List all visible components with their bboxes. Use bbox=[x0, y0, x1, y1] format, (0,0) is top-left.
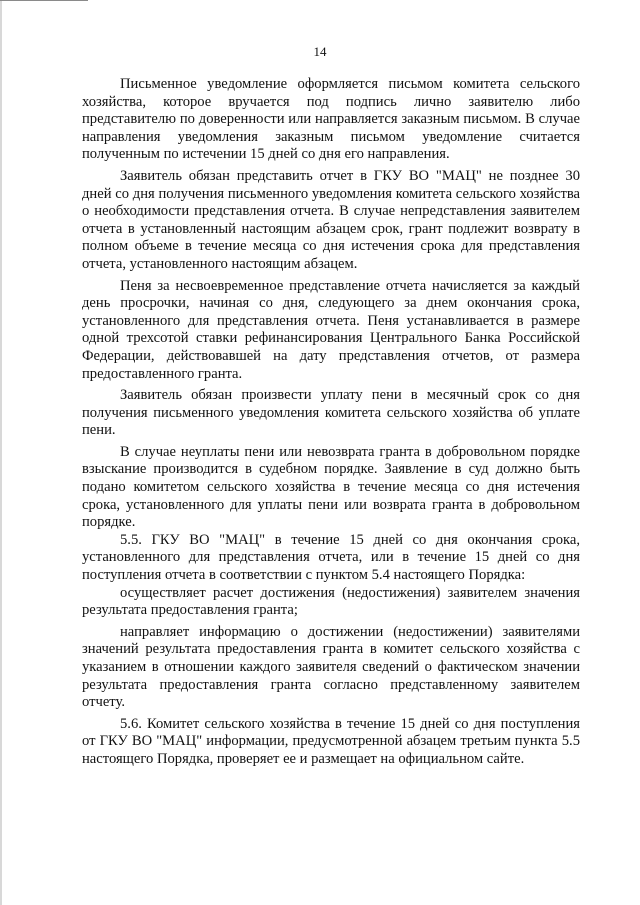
document-body bbox=[82, 76, 580, 769]
paragraph-court-recovery: В случае неуплаты пени или невозврата гранта в добровольном порядке взыскание производится в судебном порядке. Заявление в суд должно быть подано комитетом сельского хозяйства в течение месяца со дня истечения срока, установленного для уплаты пени или возврата гранта в добровольном порядке. bbox=[82, 443, 580, 531]
paragraph-report-obligation: Заявитель обязан представить отчет в ГКУ ВО "МАЦ" не позднее 30 дней со дня получения письменного уведомления комитета сельского хозяйства о необходимости представления отчета. В случае непредставления заявителем отчета в установленный настоящим абзацем срок, грант подлежит возврату в полном объеме в течение месяца со дня истечения срока для представления отчета, установленного настоящим абзацем. bbox=[82, 167, 580, 272]
paragraph-penalty-payment: Заявитель обязан произвести уплату пени в месячный срок со дня получения письменного уведомления комитета сельского хозяйства об уплате пени. bbox=[82, 387, 580, 439]
page-number: 14 bbox=[313, 44, 327, 59]
scan-top-rule bbox=[0, 0, 88, 1]
paragraph-calculation: осуществляет расчет достижения (недостижения) заявителем значения результата предоставления гранта; bbox=[82, 584, 580, 619]
paragraph-written-notice: Письменное уведомление оформляется письмом комитета сельского хозяйства, которое вручается под подпись лично заявителю либо представителю по доверенности или направляется заказным письмом. В случае направления уведомления заказным письмом уведомление считается полученным по истечении 15 дней со дня его направления. bbox=[82, 76, 580, 163]
paragraph-penalty: Пеня за несвоевременное представление отчета начисляется за каждый день просрочки, начиная со дня, следующего за днем окончания срока, установленного для представления отчета. Пеня устанавливается в размере одной трехсотой ставки рефинансирования Центрального Банка Российской Федерации, действовавшей на дату представления отчетов, от размера предоставленного гранта. bbox=[82, 277, 580, 382]
scan-left-edge bbox=[0, 0, 2, 905]
paragraph-clause-5-6: 5.6. Комитет сельского хозяйства в течение 15 дней со дня поступления от ГКУ ВО "МАЦ" информации, предусмотренной абзацем третьим пункта 5.5 настоящего Порядка, проверяет ее и размещает на официальном сайте. bbox=[82, 715, 580, 767]
paragraph-clause-5-5: 5.5. ГКУ ВО "МАЦ" в течение 15 дней со дня окончания срока, установленного для представления отчета, или в течение 15 дней со дня поступления отчета в соответствии с пунктом 5.4 настоящего Порядка: bbox=[82, 531, 580, 584]
paragraph-information-transfer: направляет информацию о достижении (недостижении) заявителями значений результата предоставления гранта в комитет сельского хозяйства с указанием в отношении каждого заявителя сведений о фактическом значении результата предоставления гранта согласно представленному заявителем отчету. bbox=[82, 623, 580, 711]
